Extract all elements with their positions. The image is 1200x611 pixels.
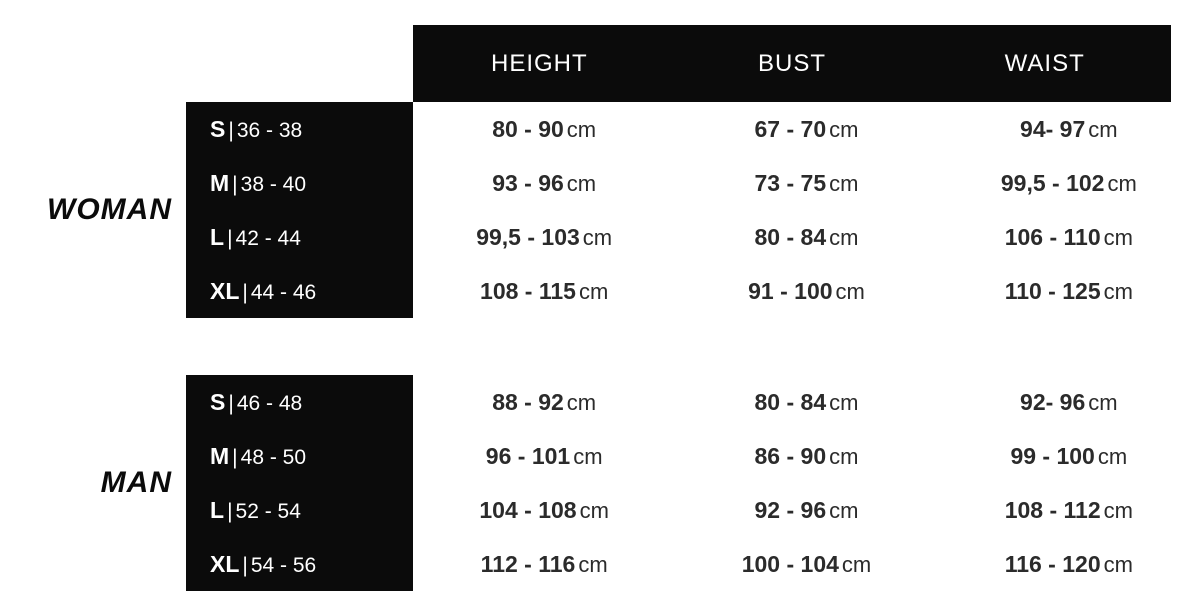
unit-label: cm — [829, 497, 859, 523]
size-label: S — [210, 388, 226, 415]
unit-label: cm — [582, 224, 613, 250]
size-label: S — [210, 115, 226, 142]
size-separator: | — [227, 499, 233, 523]
bust-cell — [675, 224, 937, 251]
unit-label: cm — [573, 443, 603, 469]
height-value: 88 - 92 — [492, 388, 564, 415]
column-header-height: HEIGHT — [491, 49, 588, 77]
table-row — [186, 483, 1200, 537]
unit-label: cm — [566, 389, 597, 415]
bust-cell — [675, 389, 937, 416]
size-label: M — [210, 169, 230, 196]
column-header-bust: BUST — [758, 49, 827, 77]
size-cell — [186, 389, 413, 416]
bust-cell — [675, 443, 937, 470]
unit-label: cm — [1097, 443, 1128, 469]
size-separator: | — [242, 280, 248, 304]
size-range: 52 - 54 — [235, 499, 301, 523]
unit-label: cm — [578, 551, 608, 577]
size-range: 42 - 44 — [235, 226, 301, 250]
size-cell — [186, 224, 413, 251]
height-cell — [413, 389, 675, 416]
table-row — [186, 264, 1200, 318]
bust-value: 67 - 70 — [754, 115, 827, 142]
size-range: 44 - 46 — [250, 280, 317, 304]
unit-label: cm — [829, 170, 859, 196]
size-cell — [186, 170, 413, 197]
size-cell — [186, 278, 413, 305]
size-label: M — [210, 442, 230, 469]
height-value: 104 - 108 — [479, 496, 577, 523]
unit-label: cm — [829, 443, 859, 469]
waist-value: 106 - 110 — [1004, 223, 1101, 250]
column-header-waist: WAIST — [1004, 49, 1085, 77]
waist-value: 116 - 120 — [1004, 550, 1101, 577]
group-label-woman: WOMAN — [47, 193, 172, 226]
size-label: L — [210, 223, 225, 250]
waist-cell — [938, 278, 1200, 305]
bust-value: 86 - 90 — [754, 442, 827, 469]
unit-label: cm — [578, 278, 609, 304]
waist-cell — [938, 443, 1200, 470]
unit-label: cm — [566, 116, 597, 142]
unit-label: cm — [566, 170, 597, 196]
table-header-row — [413, 25, 1171, 102]
bust-value: 92 - 96 — [754, 496, 827, 523]
unit-label: cm — [829, 389, 859, 415]
table-row — [186, 156, 1200, 210]
height-value: 80 - 90 — [492, 115, 564, 142]
bust-cell — [675, 497, 937, 524]
size-range: 48 - 50 — [240, 445, 307, 469]
bust-cell — [675, 278, 937, 305]
waist-cell — [938, 389, 1200, 416]
unit-label: cm — [579, 497, 609, 523]
bust-cell — [675, 170, 937, 197]
size-rows-woman — [186, 102, 1200, 318]
waist-value: 108 - 112 — [1004, 496, 1101, 523]
waist-cell — [938, 170, 1200, 197]
waist-cell — [938, 551, 1200, 578]
height-cell — [413, 170, 675, 197]
height-cell — [413, 224, 675, 251]
height-cell — [413, 551, 675, 578]
unit-label: cm — [1103, 497, 1133, 523]
height-value: 96 - 101 — [485, 442, 571, 469]
waist-value: 99 - 100 — [1010, 442, 1095, 469]
unit-label: cm — [829, 224, 859, 250]
size-separator: | — [242, 553, 248, 577]
height-cell — [413, 278, 675, 305]
waist-value: 110 - 125 — [1004, 277, 1101, 304]
size-range: 54 - 56 — [250, 553, 317, 577]
bust-value: 80 - 84 — [754, 388, 827, 415]
waist-value: 94- 97 — [1020, 115, 1086, 142]
height-value: 93 - 96 — [492, 169, 564, 196]
bust-value: 100 - 104 — [741, 550, 839, 577]
size-label: XL — [210, 277, 240, 304]
unit-label: cm — [1088, 389, 1118, 415]
table-row — [186, 210, 1200, 264]
height-cell — [413, 116, 675, 143]
height-value: 99,5 - 103 — [476, 223, 580, 250]
waist-cell — [938, 116, 1200, 143]
waist-cell — [938, 497, 1200, 524]
height-cell — [413, 497, 675, 524]
table-row — [186, 429, 1200, 483]
height-cell — [413, 443, 675, 470]
waist-value: 99,5 - 102 — [1000, 169, 1105, 196]
size-range: 38 - 40 — [240, 172, 307, 196]
size-group-woman — [0, 102, 1200, 318]
unit-label: cm — [841, 551, 872, 577]
height-value: 108 - 115 — [480, 277, 576, 304]
bust-value: 91 - 100 — [748, 277, 833, 304]
table-row — [186, 102, 1200, 156]
unit-label: cm — [1088, 116, 1118, 142]
group-label-man: MAN — [100, 466, 172, 499]
size-label: XL — [210, 550, 240, 577]
unit-label: cm — [1103, 224, 1133, 250]
waist-cell — [938, 224, 1200, 251]
size-range: 36 - 38 — [236, 118, 303, 142]
bust-value: 73 - 75 — [754, 169, 827, 196]
waist-value: 92- 96 — [1020, 388, 1086, 415]
unit-label: cm — [1107, 170, 1137, 196]
size-group-man — [0, 375, 1200, 591]
bust-cell — [675, 116, 937, 143]
size-cell — [186, 497, 413, 524]
size-cell — [186, 116, 413, 143]
table-row — [186, 537, 1200, 591]
bust-value: 80 - 84 — [754, 223, 827, 250]
size-label: L — [210, 496, 225, 523]
size-separator: | — [227, 226, 233, 250]
unit-label: cm — [1103, 551, 1133, 577]
size-separator: | — [232, 172, 238, 196]
size-cell — [186, 551, 413, 578]
unit-label: cm — [835, 278, 865, 304]
unit-label: cm — [829, 116, 859, 142]
size-separator: | — [228, 118, 234, 142]
size-cell — [186, 443, 413, 470]
table-row — [186, 375, 1200, 429]
height-value: 112 - 116 — [480, 550, 576, 577]
size-separator: | — [232, 445, 238, 469]
size-rows-man — [186, 375, 1200, 591]
size-separator: | — [228, 391, 234, 415]
unit-label: cm — [1103, 278, 1133, 304]
bust-cell — [675, 551, 937, 578]
size-range: 46 - 48 — [236, 391, 303, 415]
